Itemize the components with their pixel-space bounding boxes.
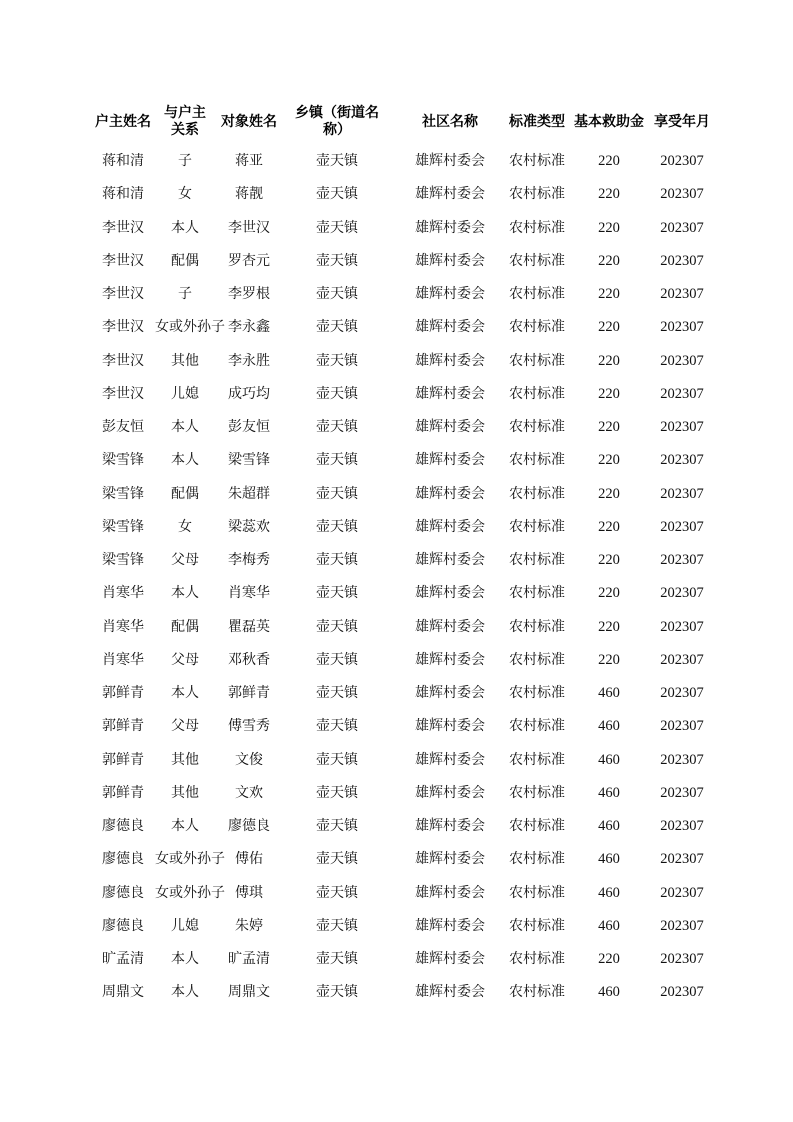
cell-standard-type: 农村标准 xyxy=(509,884,565,901)
cell-recipient-name: 周鼎文 xyxy=(228,984,270,1001)
cell-month: 202307 xyxy=(660,286,704,302)
cell-township: 壶天镇 xyxy=(316,818,358,834)
header-township: 乡镇（街道名 称） xyxy=(295,105,379,138)
cell-community: 雄辉村委会 xyxy=(415,685,485,701)
cell-recipient-name: 彭友恒 xyxy=(228,419,270,435)
cell-household-head: 郭鲜青 xyxy=(102,784,144,801)
cell-recipient-name: 李梅秀 xyxy=(228,552,270,568)
cell-household-head: 旷孟清 xyxy=(102,951,144,967)
cell-month: 202307 xyxy=(660,419,704,435)
cell-household-head: 廖德良 xyxy=(102,884,144,901)
cell-household-head: 肖寒华 xyxy=(102,651,144,668)
cell-recipient-name: 朱婷 xyxy=(235,917,263,934)
cell-standard-type: 农村标准 xyxy=(509,618,565,635)
cell-basic-relief: 460 xyxy=(598,718,620,735)
cell-township: 壶天镇 xyxy=(316,252,358,269)
cell-community: 雄辉村委会 xyxy=(415,252,485,269)
cell-household-head: 李世汉 xyxy=(102,286,144,302)
cell-month: 202307 xyxy=(660,252,704,269)
cell-recipient-name: 李世汉 xyxy=(228,219,270,236)
cell-month: 202307 xyxy=(660,452,704,469)
header-community: 社区名称 xyxy=(422,113,478,130)
cell-community: 雄辉村委会 xyxy=(415,219,485,236)
cell-township: 壶天镇 xyxy=(316,718,358,735)
cell-household-head: 郭鲜青 xyxy=(102,718,144,735)
table-row xyxy=(0,777,793,810)
cell-township: 壶天镇 xyxy=(316,452,358,469)
cell-recipient-name: 蒋靓 xyxy=(235,186,263,203)
cell-community: 雄辉村委会 xyxy=(415,286,485,302)
cell-month: 202307 xyxy=(660,219,704,236)
cell-community: 雄辉村委会 xyxy=(415,784,485,801)
cell-township: 壶天镇 xyxy=(316,784,358,801)
cell-community: 雄辉村委会 xyxy=(415,518,485,535)
cell-township: 壶天镇 xyxy=(316,552,358,568)
cell-basic-relief: 220 xyxy=(598,352,620,369)
cell-relation: 父母 xyxy=(171,651,199,668)
cell-community: 雄辉村委会 xyxy=(415,618,485,635)
cell-relation: 本人 xyxy=(171,951,199,967)
cell-standard-type: 农村标准 xyxy=(509,818,565,834)
cell-household-head: 彭友恒 xyxy=(102,419,144,435)
cell-recipient-name: 文俊 xyxy=(235,751,263,768)
cell-township: 壶天镇 xyxy=(316,685,358,701)
cell-standard-type: 农村标准 xyxy=(509,286,565,302)
cell-township: 壶天镇 xyxy=(316,186,358,203)
table-row xyxy=(0,877,793,910)
cell-month: 202307 xyxy=(660,651,704,668)
cell-recipient-name: 成巧均 xyxy=(228,385,270,402)
cell-community: 雄辉村委会 xyxy=(415,385,485,402)
cell-relation: 女或外孙子 xyxy=(155,851,225,868)
cell-standard-type: 农村标准 xyxy=(509,186,565,203)
cell-standard-type: 农村标准 xyxy=(509,153,565,169)
cell-recipient-name: 蒋亚 xyxy=(235,153,263,169)
cell-household-head: 郭鲜青 xyxy=(102,685,144,701)
cell-recipient-name: 李罗根 xyxy=(228,286,270,302)
cell-recipient-name: 邓秋香 xyxy=(228,651,270,668)
cell-community: 雄辉村委会 xyxy=(415,352,485,369)
cell-basic-relief: 220 xyxy=(598,319,620,336)
cell-month: 202307 xyxy=(660,352,704,369)
cell-relation: 配偶 xyxy=(171,618,199,635)
cell-household-head: 李世汉 xyxy=(102,252,144,269)
cell-relation: 本人 xyxy=(171,984,199,1001)
table-row xyxy=(0,910,793,943)
table-row xyxy=(0,544,793,577)
cell-month: 202307 xyxy=(660,319,704,336)
cell-community: 雄辉村委会 xyxy=(415,651,485,668)
cell-basic-relief: 220 xyxy=(598,219,620,236)
cell-household-head: 蒋和清 xyxy=(102,186,144,203)
cell-relation: 其他 xyxy=(171,751,199,768)
cell-community: 雄辉村委会 xyxy=(415,884,485,901)
cell-standard-type: 农村标准 xyxy=(509,419,565,435)
cell-standard-type: 农村标准 xyxy=(509,585,565,602)
cell-month: 202307 xyxy=(660,984,704,1001)
header-relation: 与户主 关系 xyxy=(164,105,206,138)
cell-relation: 女 xyxy=(178,186,192,203)
cell-standard-type: 农村标准 xyxy=(509,718,565,735)
cell-basic-relief: 460 xyxy=(598,851,620,868)
cell-basic-relief: 460 xyxy=(598,818,620,834)
table-row xyxy=(0,976,793,1009)
cell-standard-type: 农村标准 xyxy=(509,917,565,934)
cell-relation: 父母 xyxy=(171,718,199,735)
cell-township: 壶天镇 xyxy=(316,851,358,868)
cell-month: 202307 xyxy=(660,818,704,834)
cell-recipient-name: 肖寒华 xyxy=(228,585,270,602)
header-household-head: 户主姓名 xyxy=(95,113,151,130)
cell-household-head: 郭鲜青 xyxy=(102,751,144,768)
cell-household-head: 肖寒华 xyxy=(102,585,144,602)
cell-recipient-name: 廖德良 xyxy=(228,818,270,834)
cell-township: 壶天镇 xyxy=(316,884,358,901)
cell-household-head: 梁雪锋 xyxy=(102,518,144,535)
cell-month: 202307 xyxy=(660,186,704,203)
cell-household-head: 蒋和清 xyxy=(102,153,144,169)
cell-basic-relief: 220 xyxy=(598,485,620,502)
table-row xyxy=(0,744,793,777)
cell-standard-type: 农村标准 xyxy=(509,951,565,967)
cell-community: 雄辉村委会 xyxy=(415,319,485,336)
cell-basic-relief: 220 xyxy=(598,951,620,967)
cell-month: 202307 xyxy=(660,917,704,934)
cell-standard-type: 农村标准 xyxy=(509,518,565,535)
cell-standard-type: 农村标准 xyxy=(509,219,565,236)
cell-relation: 本人 xyxy=(171,818,199,834)
cell-household-head: 梁雪锋 xyxy=(102,452,144,469)
cell-month: 202307 xyxy=(660,751,704,768)
cell-standard-type: 农村标准 xyxy=(509,751,565,768)
cell-township: 壶天镇 xyxy=(316,485,358,502)
table-row xyxy=(0,677,793,710)
cell-township: 壶天镇 xyxy=(316,352,358,369)
cell-community: 雄辉村委会 xyxy=(415,485,485,502)
cell-recipient-name: 傅佑 xyxy=(235,851,263,868)
table-row xyxy=(0,810,793,843)
cell-standard-type: 农村标准 xyxy=(509,319,565,336)
cell-community: 雄辉村委会 xyxy=(415,552,485,568)
table-row xyxy=(0,444,793,477)
cell-standard-type: 农村标准 xyxy=(509,452,565,469)
cell-relation: 女或外孙子 xyxy=(155,319,225,336)
cell-month: 202307 xyxy=(660,884,704,901)
cell-basic-relief: 460 xyxy=(598,884,620,901)
cell-basic-relief: 220 xyxy=(598,618,620,635)
cell-township: 壶天镇 xyxy=(316,984,358,1001)
cell-recipient-name: 旷孟清 xyxy=(228,951,270,967)
header-recipient-name: 对象姓名 xyxy=(221,113,277,130)
cell-standard-type: 农村标准 xyxy=(509,552,565,568)
table-row xyxy=(0,611,793,644)
cell-community: 雄辉村委会 xyxy=(415,984,485,1001)
table-row xyxy=(0,577,793,610)
cell-relation: 父母 xyxy=(171,552,199,568)
cell-household-head: 李世汉 xyxy=(102,352,144,369)
cell-community: 雄辉村委会 xyxy=(415,818,485,834)
cell-month: 202307 xyxy=(660,518,704,535)
cell-township: 壶天镇 xyxy=(316,917,358,934)
cell-relation: 本人 xyxy=(171,585,199,602)
cell-basic-relief: 460 xyxy=(598,784,620,801)
cell-community: 雄辉村委会 xyxy=(415,452,485,469)
table-row xyxy=(0,212,793,245)
cell-relation: 女或外孙子 xyxy=(155,884,225,901)
cell-household-head: 梁雪锋 xyxy=(102,485,144,502)
cell-standard-type: 农村标准 xyxy=(509,784,565,801)
cell-recipient-name: 郭鲜青 xyxy=(228,685,270,701)
header-basic-relief: 基本救助金 xyxy=(574,113,644,130)
table-row xyxy=(0,710,793,743)
cell-household-head: 李世汉 xyxy=(102,385,144,402)
cell-township: 壶天镇 xyxy=(316,951,358,967)
cell-recipient-name: 梁蕊欢 xyxy=(228,518,270,535)
cell-month: 202307 xyxy=(660,552,704,568)
cell-basic-relief: 220 xyxy=(598,286,620,302)
cell-recipient-name: 李永鑫 xyxy=(228,319,270,336)
cell-basic-relief: 220 xyxy=(598,518,620,535)
cell-relation: 本人 xyxy=(171,452,199,469)
cell-basic-relief: 220 xyxy=(598,252,620,269)
cell-basic-relief: 220 xyxy=(598,153,620,169)
cell-basic-relief: 460 xyxy=(598,917,620,934)
cell-recipient-name: 傅雪秀 xyxy=(228,718,270,735)
cell-relation: 子 xyxy=(178,153,192,169)
cell-recipient-name: 梁雪锋 xyxy=(228,452,270,469)
cell-relation: 本人 xyxy=(171,419,199,435)
cell-township: 壶天镇 xyxy=(316,286,358,302)
cell-community: 雄辉村委会 xyxy=(415,718,485,735)
cell-household-head: 李世汉 xyxy=(102,319,144,336)
cell-standard-type: 农村标准 xyxy=(509,851,565,868)
cell-community: 雄辉村委会 xyxy=(415,851,485,868)
cell-community: 雄辉村委会 xyxy=(415,951,485,967)
cell-standard-type: 农村标准 xyxy=(509,685,565,701)
table-row xyxy=(0,478,793,511)
table-row xyxy=(0,245,793,278)
cell-community: 雄辉村委会 xyxy=(415,917,485,934)
cell-month: 202307 xyxy=(660,851,704,868)
cell-township: 壶天镇 xyxy=(316,219,358,236)
cell-basic-relief: 460 xyxy=(598,751,620,768)
cell-recipient-name: 傅琪 xyxy=(235,884,263,901)
cell-basic-relief: 460 xyxy=(598,984,620,1001)
cell-township: 壶天镇 xyxy=(316,385,358,402)
cell-standard-type: 农村标准 xyxy=(509,485,565,502)
cell-month: 202307 xyxy=(660,585,704,602)
cell-household-head: 李世汉 xyxy=(102,219,144,236)
cell-month: 202307 xyxy=(660,153,704,169)
cell-recipient-name: 朱超群 xyxy=(228,485,270,502)
cell-township: 壶天镇 xyxy=(316,419,358,435)
cell-community: 雄辉村委会 xyxy=(415,585,485,602)
cell-relation: 儿媳 xyxy=(171,917,199,934)
cell-relation: 儿媳 xyxy=(171,385,199,402)
table-row xyxy=(0,644,793,677)
cell-recipient-name: 李永胜 xyxy=(228,352,270,369)
cell-relation: 本人 xyxy=(171,685,199,701)
cell-relation: 本人 xyxy=(171,219,199,236)
cell-household-head: 廖德良 xyxy=(102,851,144,868)
cell-household-head: 廖德良 xyxy=(102,917,144,934)
cell-month: 202307 xyxy=(660,784,704,801)
cell-basic-relief: 220 xyxy=(598,452,620,469)
header-standard-type: 标准类型 xyxy=(509,113,565,130)
cell-township: 壶天镇 xyxy=(316,153,358,169)
table-row xyxy=(0,843,793,876)
cell-community: 雄辉村委会 xyxy=(415,186,485,203)
cell-basic-relief: 220 xyxy=(598,585,620,602)
cell-household-head: 廖德良 xyxy=(102,818,144,834)
cell-township: 壶天镇 xyxy=(316,651,358,668)
cell-relation: 女 xyxy=(178,518,192,535)
cell-standard-type: 农村标准 xyxy=(509,252,565,269)
cell-basic-relief: 220 xyxy=(598,552,620,568)
table-row xyxy=(0,411,793,444)
cell-month: 202307 xyxy=(660,951,704,967)
cell-basic-relief: 460 xyxy=(598,685,620,701)
cell-month: 202307 xyxy=(660,618,704,635)
cell-basic-relief: 220 xyxy=(598,186,620,203)
cell-standard-type: 农村标准 xyxy=(509,984,565,1001)
cell-relation: 其他 xyxy=(171,784,199,801)
cell-month: 202307 xyxy=(660,385,704,402)
cell-township: 壶天镇 xyxy=(316,518,358,535)
cell-township: 壶天镇 xyxy=(316,585,358,602)
cell-township: 壶天镇 xyxy=(316,751,358,768)
table-row xyxy=(0,345,793,378)
cell-recipient-name: 罗杏元 xyxy=(228,252,270,269)
cell-recipient-name: 文欢 xyxy=(235,784,263,801)
table-row xyxy=(0,278,793,311)
cell-standard-type: 农村标准 xyxy=(509,385,565,402)
cell-relation: 配偶 xyxy=(171,485,199,502)
header-month: 享受年月 xyxy=(654,113,710,130)
cell-recipient-name: 瞿磊英 xyxy=(228,618,270,635)
table-row xyxy=(0,311,793,344)
cell-community: 雄辉村委会 xyxy=(415,419,485,435)
cell-standard-type: 农村标准 xyxy=(509,651,565,668)
cell-basic-relief: 220 xyxy=(598,385,620,402)
cell-community: 雄辉村委会 xyxy=(415,153,485,169)
cell-relation: 子 xyxy=(178,286,192,302)
cell-month: 202307 xyxy=(660,685,704,701)
table-row xyxy=(0,943,793,976)
table-row xyxy=(0,511,793,544)
cell-township: 壶天镇 xyxy=(316,319,358,336)
cell-month: 202307 xyxy=(660,485,704,502)
cell-township: 壶天镇 xyxy=(316,618,358,635)
table-row xyxy=(0,145,793,178)
cell-household-head: 肖寒华 xyxy=(102,618,144,635)
cell-relation: 配偶 xyxy=(171,252,199,269)
cell-basic-relief: 220 xyxy=(598,419,620,435)
cell-household-head: 梁雪锋 xyxy=(102,552,144,568)
cell-standard-type: 农村标准 xyxy=(509,352,565,369)
cell-month: 202307 xyxy=(660,718,704,735)
table-row xyxy=(0,378,793,411)
table-row xyxy=(0,178,793,211)
cell-community: 雄辉村委会 xyxy=(415,751,485,768)
cell-relation: 其他 xyxy=(171,352,199,369)
cell-basic-relief: 220 xyxy=(598,651,620,668)
cell-household-head: 周鼎文 xyxy=(102,984,144,1001)
